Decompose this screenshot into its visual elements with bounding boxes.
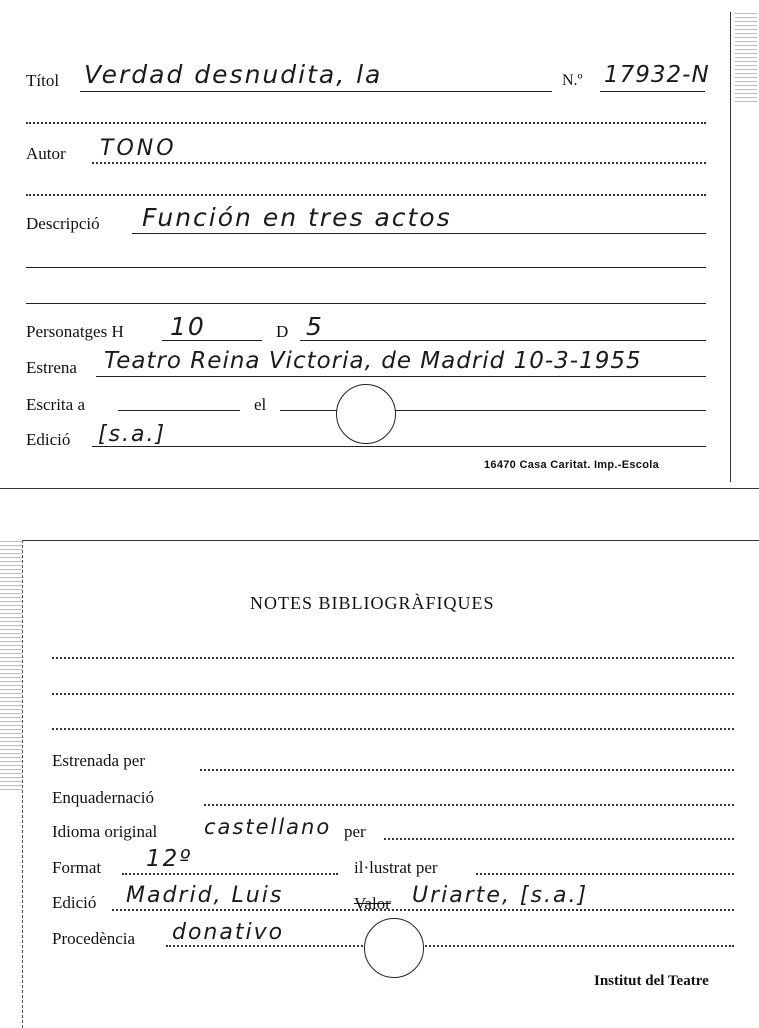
notes-heading: NOTES BIBLIOGRÀFIQUES: [250, 593, 495, 613]
binding-line: [204, 804, 734, 806]
dotted-line: [52, 657, 734, 659]
edition-line: [112, 909, 734, 911]
format-label: Format: [52, 858, 102, 877]
illustrated-line: [476, 873, 734, 875]
illustrated-label: il·lustrat per: [354, 858, 438, 877]
ruled-line: [26, 303, 706, 304]
edition-label: Edició: [26, 430, 71, 449]
number-label: N.º: [562, 72, 583, 89]
written-place-rule: [118, 410, 240, 411]
catalog-card-back: [0, 540, 759, 1028]
dotted-line: [52, 693, 734, 695]
edition-publisher: Uriarte, [s.a.]: [412, 883, 589, 908]
title-label: Títol: [26, 71, 60, 90]
premiere-rule: [96, 376, 706, 377]
description-label: Descripció: [26, 214, 100, 233]
format-value: 12º: [146, 846, 193, 872]
card-edge: [730, 12, 731, 482]
characters-female-rule: [300, 340, 706, 341]
scan-noise: [735, 12, 757, 102]
language-label: Idioma original: [52, 822, 158, 841]
number-value: 17932-N: [604, 62, 710, 88]
title-rule: [80, 91, 552, 92]
ruled-line: [26, 267, 706, 268]
format-line: [122, 873, 338, 875]
edition-struck-word: Valor: [354, 894, 391, 913]
dotted-line: [92, 162, 706, 164]
translator-line: [384, 838, 734, 840]
edition-rule: [92, 446, 706, 447]
card-edge: [22, 540, 759, 541]
institution-name: Institut del Teatre: [594, 973, 709, 989]
written-label: Escrita a: [26, 395, 85, 414]
characters-male-value: 10: [170, 312, 206, 341]
printer-imprint: 16470 Casa Caritat. Imp.-Escola: [484, 459, 659, 471]
provenance-label: Procedència: [52, 929, 136, 948]
edition-label-back: Edició: [52, 893, 97, 912]
punch-hole: [364, 918, 424, 978]
number-rule: [600, 91, 705, 92]
premiered-by-label: Estrenada per: [52, 751, 145, 770]
edition-place: Madrid, Luis: [126, 883, 284, 908]
binding-label: Enquadernació: [52, 788, 154, 807]
characters-female-label: D: [276, 322, 289, 341]
characters-male-rule: [162, 340, 262, 341]
card-edge: [0, 488, 759, 489]
language-value: castellano: [204, 815, 332, 839]
description-rule: [132, 233, 706, 234]
written-date-label: el: [254, 395, 267, 414]
scan-noise: [0, 540, 22, 790]
characters-label: Personatges H: [26, 322, 124, 341]
dotted-line: [52, 728, 734, 730]
premiered-by-line: [200, 769, 734, 771]
card-edge: [22, 540, 23, 1028]
edition-value: [s.a.]: [98, 422, 167, 447]
catalog-card-front: [0, 0, 759, 495]
dotted-line: [26, 194, 706, 196]
punch-hole: [336, 384, 396, 444]
premiere-label: Estrena: [26, 358, 77, 377]
characters-female-value: 5: [306, 312, 324, 341]
author-label: Autor: [26, 144, 66, 163]
provenance-line: [166, 945, 734, 947]
premiere-value: Teatro Reina Victoria, de Madrid 10-3-1955: [104, 348, 642, 374]
author-value: TONO: [100, 136, 177, 161]
title-value: Verdad desnudita, la: [84, 60, 383, 89]
translator-label: per: [344, 822, 366, 841]
provenance-value: donativo: [172, 920, 285, 945]
description-value: Función en tres actos: [142, 203, 452, 232]
dotted-line: [26, 122, 706, 124]
